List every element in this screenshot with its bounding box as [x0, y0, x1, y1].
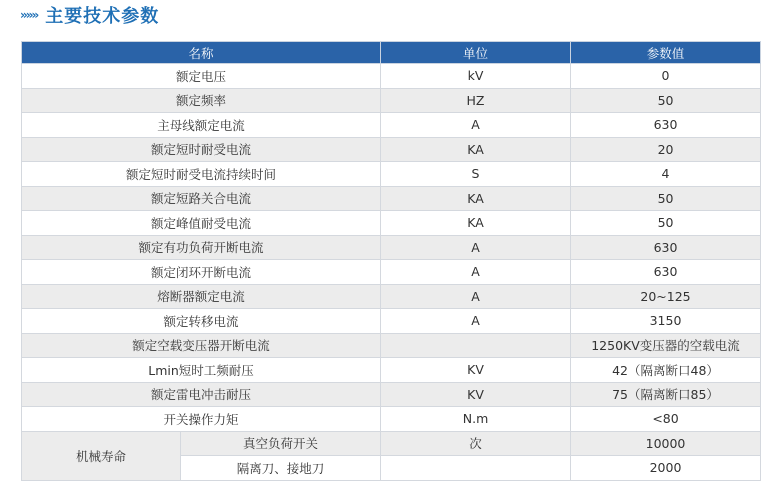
param-unit: 次: [381, 431, 571, 456]
param-name: 额定短路关合电流: [22, 186, 381, 211]
param-unit: A: [381, 260, 571, 285]
param-name: 额定有功负荷开断电流: [22, 235, 381, 260]
table-row: [22, 186, 761, 211]
param-unit: kV: [381, 64, 571, 89]
param-name: 真空负荷开关: [181, 431, 381, 456]
param-unit: HZ: [381, 88, 571, 113]
param-value: 630: [571, 113, 761, 138]
param-value: 20: [571, 137, 761, 162]
param-name: 额定空载变压器开断电流: [22, 333, 381, 358]
param-value: 10000: [571, 431, 761, 456]
param-value: 50: [571, 88, 761, 113]
param-name: 额定雷电冲击耐压: [22, 382, 381, 407]
table-body: [22, 64, 761, 481]
param-name: 额定转移电流: [22, 309, 381, 334]
param-value: 3150: [571, 309, 761, 334]
param-unit: KV: [381, 382, 571, 407]
table-row: [22, 211, 761, 236]
param-name: 额定短时耐受电流: [22, 137, 381, 162]
header-unit: 单位: [381, 42, 571, 64]
param-name: 额定频率: [22, 88, 381, 113]
spec-table: [21, 41, 761, 481]
param-value: <80: [571, 407, 761, 432]
param-name: 额定峰值耐受电流: [22, 211, 381, 236]
param-name: 额定电压: [22, 64, 381, 89]
param-value: 20~125: [571, 284, 761, 309]
table-row: [22, 284, 761, 309]
table-row: [22, 260, 761, 285]
param-value: 2000: [571, 456, 761, 481]
table-row: [22, 407, 761, 432]
table-row: [22, 309, 761, 334]
table-row: [22, 113, 761, 138]
table-row: [22, 88, 761, 113]
param-unit: [381, 456, 571, 481]
table-row: [22, 64, 761, 89]
param-value: 75（隔离断口85）: [571, 382, 761, 407]
param-unit: A: [381, 235, 571, 260]
param-unit: A: [381, 284, 571, 309]
section-title: 主要技术参数: [45, 6, 160, 27]
section-heading: [20, 2, 159, 28]
param-unit: A: [381, 309, 571, 334]
param-name: 额定短时耐受电流持续时间: [22, 162, 381, 187]
mech-life-label: 机械寿命: [22, 431, 181, 480]
param-name: Lmin短时工频耐压: [22, 358, 381, 383]
param-value: 50: [571, 186, 761, 211]
param-value: 630: [571, 260, 761, 285]
table-row: [22, 235, 761, 260]
header-value: 参数值: [571, 42, 761, 64]
table-header: [22, 42, 761, 64]
param-unit: A: [381, 113, 571, 138]
table-row: [22, 333, 761, 358]
table-row: [22, 137, 761, 162]
param-unit: [381, 333, 571, 358]
table-row: [22, 358, 761, 383]
param-unit: KA: [381, 211, 571, 236]
param-unit: KV: [381, 358, 571, 383]
param-name: 开关操作力矩: [22, 407, 381, 432]
param-value: 42（隔离断口48）: [571, 358, 761, 383]
param-value: 4: [571, 162, 761, 187]
param-value: 630: [571, 235, 761, 260]
table-row: [22, 162, 761, 187]
param-name: 隔离刀、接地刀: [181, 456, 381, 481]
header-name: 名称: [22, 42, 381, 64]
param-value: 0: [571, 64, 761, 89]
param-unit: S: [381, 162, 571, 187]
param-unit: N.m: [381, 407, 571, 432]
chevron-right-icon: »»»: [20, 8, 38, 22]
param-name: 主母线额定电流: [22, 113, 381, 138]
param-value: 50: [571, 211, 761, 236]
header-row: [22, 42, 761, 64]
param-unit: KA: [381, 186, 571, 211]
param-name: 熔断器额定电流: [22, 284, 381, 309]
param-name: 额定闭环开断电流: [22, 260, 381, 285]
param-value: 1250KV变压器的空载电流: [571, 333, 761, 358]
table-row: [22, 382, 761, 407]
table-row: [22, 431, 761, 456]
param-unit: KA: [381, 137, 571, 162]
